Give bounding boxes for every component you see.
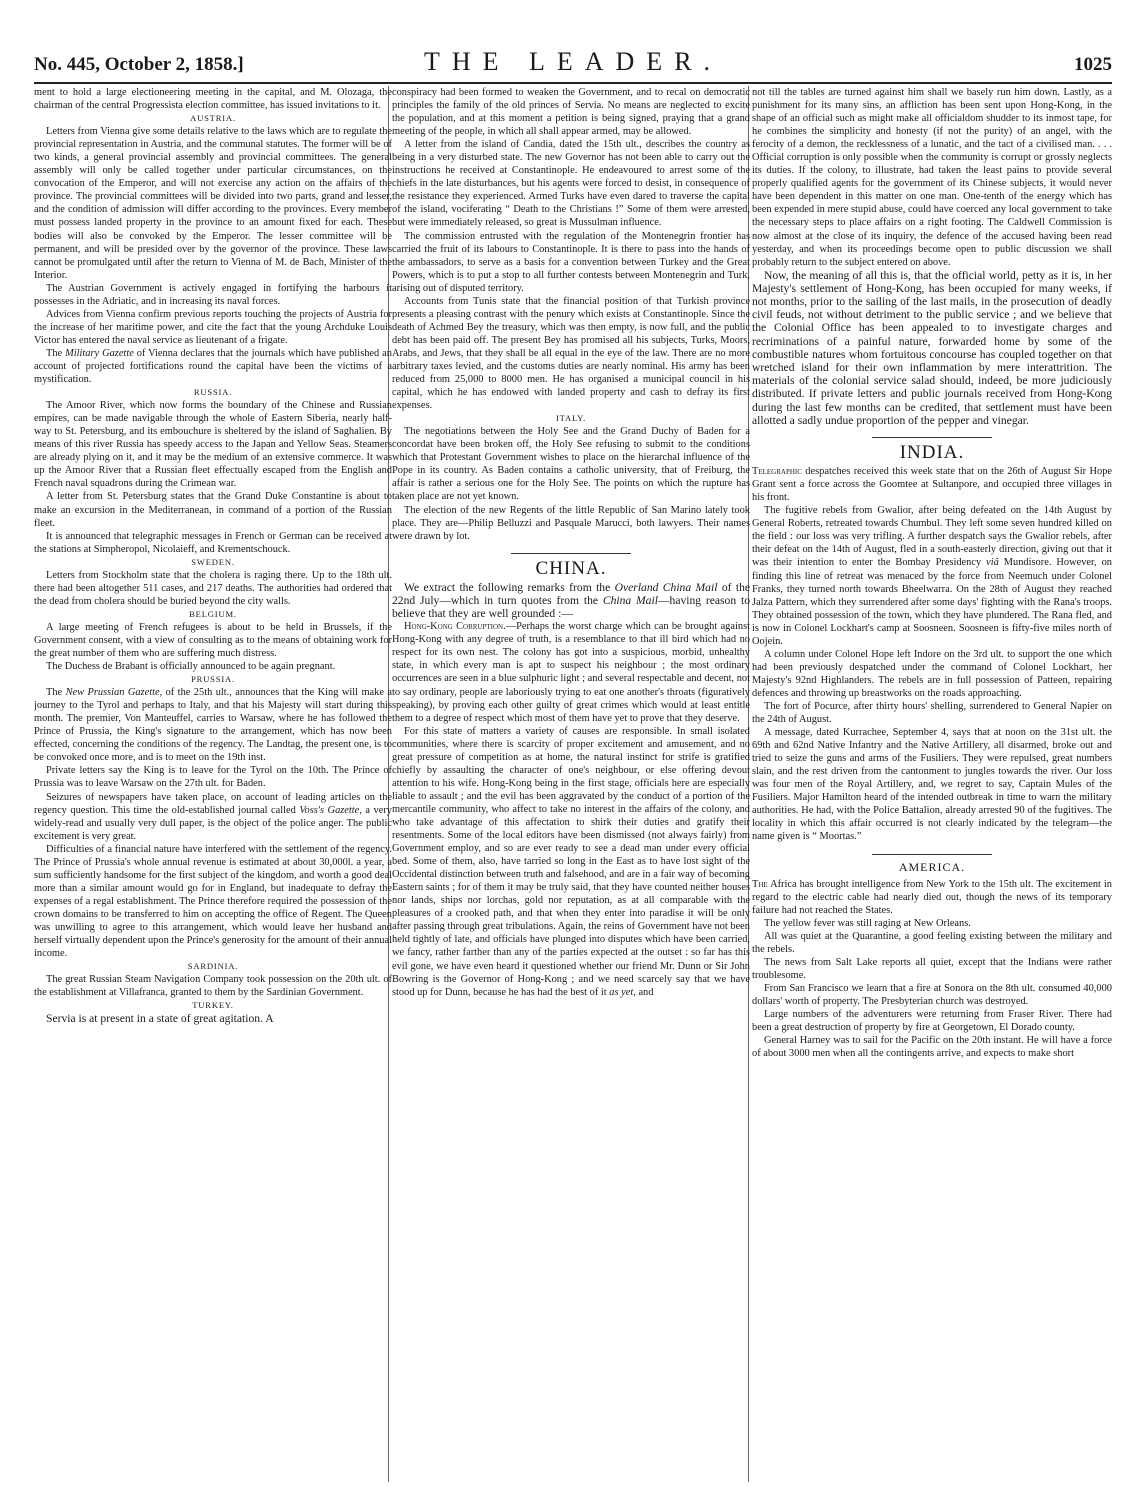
column-2	[392, 86, 750, 1484]
section-subhead: SWEDEN.	[191, 556, 235, 567]
paragraph: The fugitive rebels from Gwalior, after being defeated on the 14th August by General Roberts, retreated towards Chumbul. They left some seven hundred killed on the field : our loss was very trifling. A further despatch says the Gwalior rebels, after their defeat on the 14th of August, fled in a south-easterly direction, giving out that it was their intention to enter the Bombay Presidency viâ Mundisore. However, on finding this line of retreat was menaced by the force from Neemuch under Colonel Franks, they turned north towards Bheelwarra. On the 28th of August they reached Jalza Pattern, which they surrendered after some days' fighting with the Rana's troops. They obtained possession of the town, which they have plundered. The Rana fled, and is now in Colonel Lockhart's camp at Soosneen. Soosneen is fifty-five miles north of Oojein.	[752, 505, 1112, 647]
paragraph: General Harney was to sail for the Pacific on the 20th instant. He will have a force of about 3000 men when all the contingents arrive, and expects to make short	[752, 1035, 1112, 1060]
paragraph: not till the tables are turned against him shall we basely run him down. Lastly, as a punishment for its many sins, an affliction has been sent upon Hong-Kong, in the shape of an official such as might make all officialdom shudder to its inmost tape, for he combines the simplicity and honesty (if not the purity) of an angel, with the ferocity of a demon, the recklessness of a lunatic, and the tact of a civilised man. . . . Official corruption is only possible when the community is corrupt or grossly neglects its duties. If the colony, to illustrate, had taken the least pains to provide several properly qualified agents for the government of its Chinese subjects, it would never have been dependent in this matter on one man. One-tenth of the energy which has been expended in mere stupid abuse, could have coerced any local government to take the necessary steps to place affairs on a right footing. The Caldwell Commission is now almost at the close of its inquiry, the defence of the accused having been read yesterday, and when its proceedings become open to public discussion we shall probably return to the subject entered on above.	[752, 87, 1112, 268]
paragraph: The great Russian Steam Navigation Company took possession on the 20th ult. of the establishment at Villafranca, granted to them by the Sardinian Government.	[34, 974, 392, 999]
paragraph: conspiracy had been formed to weaken the Government, and to recal on democratic principles the family of the old princes of Servia. No means are neglected to excite the population, and at this moment a petition is being signed, praying that a grand meeting of the people, in which all shall appear armed, may be allowed.	[392, 87, 750, 138]
paragraph: The New Prussian Gazette, of the 25th ult., announces that the King will make a journey to the Tyrol and perhaps to Italy, and that his Majesty will start during this month. The premier, Von Manteuffel, carries to Warsaw, where he has followed the Prince of Prussia, the King's signature to the arrangement, which has now been effected, concerning the conditions of the regency. The Landtag, the present one, is to be convoked once more, and is to meet on the 19th inst.	[34, 687, 392, 764]
paragraph: From San Francisco we learn that a fire at Sonora on the 8th ult. consumed 40,000 dollars' worth of property. The Presbyterian church was destroyed.	[752, 982, 1112, 1007]
paragraph: A message, dated Kurrachee, September 4, says that at noon on the 31st ult. the 69th and 62nd Native Infantry and the Native Artillery, all disarmed, broke out and tried to seize the guns and arms of the Fusiliers. They were repulsed, great numbers slain, and the rest driven from the cantonment to jungles towards the river. Our loss was four men of the Royal Artillery, and, we regret to say, Captain Mules of the Fusiliers. Major Hamilton heard of the intended outbreak in time to warn the military authorities. He had, with the Police Battalion, already arrested 90 of the fugitives. The locality in which this affair occurred is not clearly indicated by the telegram—the name given is “ Moortas.”	[752, 727, 1112, 843]
paragraph: Accounts from Tunis state that the financial position of that Turkish province presents a pleasing contrast with the penury which exists at Constantinople. Since the death of Achmed Bey the treasury, which was then empty, is now full, and the public debt has been paid off. The present Bey has promised all his subjects, Turks, Moors, Arabs, and Jews, that they shall be all equal in the eye of the law. There are no more arbitrary taxes levied, and the customs duties are nearly nominal. His army has been reduced from 25,000 to 8000 men. He has organised a municipal council in his capital, which he has endowed with landed property and cash to defray its first expenses.	[392, 295, 750, 412]
section-heading: CHINA.	[535, 557, 607, 579]
section-rule	[872, 854, 992, 855]
paragraph: A column under Colonel Hope left Indore on the 3rd ult. to support the one which had been previously despatched under the command of Colonel Lockhart, her Majesty's 92nd Highlanders. The rebels are in full possession of Patteen, repairing defences and throwing up breastworks on the roads approaching.	[752, 648, 1112, 699]
section-subhead: AUSTRIA.	[190, 113, 236, 124]
paragraph: Difficulties of a financial nature have interfered with the settlement of the regency. The Prince of Prussia's whole annual revenue is estimated at about 30,000l. a year, a sum sufficiently handsome for the first subject of the kingdom, and worth a good deal more than a similar amount would go for in England, but inadequate to defray the expenses of a regal establishment. The Prince therefore required the possession of the crown domains to be transferred to him on accepting the office of Regent. The Queen was unwilling to agree to this arrangement, which would leave her husband and herself virtually dependent upon the Prince's generosity for the amount of their annual income.	[34, 843, 392, 960]
paragraph: It is announced that telegraphic messages in French or German can be received at the stations at Simpheropol, Nicolaieff, and Krementschouck.	[34, 530, 392, 555]
paragraph: Letters from Vienna give some details relative to the laws which are to regulate the provincial representation in Austria, and the communal statutes. The former will be of two kinds, a general provincial assembly and provincial committees. The general assembly will only be called together under particular circumstances, on the convocation of the Emperor, and will not exercise any action on the affairs of the province. The provincial committees will be divided into two parts, grand and lesser, and the condition of admission will differ according to the provinces. Every member must possess landed property in the province to an amount fixed for each. These bodies will also be convoked by the Emperor. The lesser committee will be permanent, and will be presided over by the governor of the province. These laws cannot be promulgated until after the return to Vienna of M. de Bach, Minister of the Interior.	[34, 126, 392, 281]
paragraph: The Military Gazette of Vienna declares that the journals which have published an account of projected fortifications round the capital have been the victims of a mystification.	[34, 347, 392, 386]
paragraph: We extract the following remarks from the Overland China Mail of the 22nd July—which in turn quotes from the China Mail—having reason to believe that they are well grounded :—	[392, 580, 750, 621]
paragraph: Telegraphic despatches received this week state that on the 26th of August Sir Hope Grant sent a force across the Goomtee at Sultanpore, and occupied three villages in his front.	[752, 466, 1112, 504]
section-rule	[872, 437, 992, 438]
paragraph: Large numbers of the adventurers were returning from Fraser River. There had been a great destruction of property by fire at Georgetown, El Dorado county.	[752, 1009, 1112, 1034]
masthead-rule	[34, 82, 1112, 84]
section-subhead: ITALY.	[555, 413, 587, 424]
paragraph: Seizures of newspapers have taken place, on account of leading articles on the regency question. This time the old-established journal called Voss's Gazette, a very widely-read and usually very dull paper, is the object of the police anger. The public excitement is very great.	[34, 791, 392, 842]
paragraph: The Amoor River, which now forms the boundary of the Chinese and Russian empires, can be made navigable through the whole of Eastern Siberia, nearly half-way to St. Petersburg, and its embouchure is sheltered by the island of Saghalien. By means of this river Russia has speedy access to the Japan and Yellow Seas. Steamers are already plying on it, and it may be the medium of an extensive commerce. It was up the Amoor River that a Russian fleet effectually escaped from the English and French naval squadrons during the Crimean war.	[34, 400, 392, 490]
masthead	[34, 48, 1112, 78]
column-1	[34, 86, 392, 1484]
paragraph: A letter from St. Petersburg states that the Grand Duke Constantine is about to make an excursion in the Mediterranean, in command of a portion of the Russian fleet.	[34, 491, 392, 529]
paragraph: Private letters say the King is to leave for the Tyrol on the 10th. The Prince of Prussia was to leave Warsaw on the 27th ult. for Baden.	[34, 765, 392, 790]
section-heading: INDIA.	[899, 442, 965, 464]
page-number: 1025	[1074, 54, 1112, 75]
section-subhead: BELGIUM.	[189, 608, 237, 619]
section-subhead: SARDINIA.	[187, 961, 239, 972]
paragraph: All was quiet at the Quarantine, a good feeling existing between the military and the rebels.	[752, 930, 1112, 955]
section-subhead: TURKEY.	[192, 1000, 234, 1011]
section-heading: AMERICA.	[898, 859, 966, 874]
paragraph: Advices from Vienna confirm previous reports touching the projects of Austria for the increase of her maritime power, and cite the fact that the young Archduke Louis Victor has entered the naval service as lieutenant of a frigate.	[34, 308, 392, 346]
paragraph: The commission entrusted with the regulation of the Montenegrin frontier has carried the fruit of its labours to Constantinople. It is there to pass into the hands of the ambassadors, to serve as a basis for a convention between Turkey and the Great Powers, which is to put a stop to all further contests between Montenegrin and Turk, arising out of disputed territory.	[392, 230, 750, 294]
paragraph: ment to hold a large electioneering meeting in the capital, and M. Olozaga, the chairman of the central Progressista election committee, has issued invitations to it.	[34, 87, 392, 112]
paragraph: The yellow fever was still raging at New Orleans.	[764, 917, 971, 929]
paragraph: The election of the new Regents of the little Republic of San Marino lately took place. They are—Philip Belluzzi and Pasquale Marucci, both lawyers. Their names were drawn by lot.	[392, 504, 750, 542]
paragraph: Letters from Stockholm state that the cholera is raging there. Up to the 18th ult. there had been altogether 511 cases, and 217 deaths. The authorities had ordered that the dead from cholera should be buried beyond the city walls.	[34, 569, 392, 607]
paragraph: A large meeting of French refugees is about to be held in Brussels, if the Government consent, with a view of consulting as to the means of obtaining work for the great number of them who are suffering much distress.	[34, 621, 392, 660]
paragraph: A letter from the island of Candia, dated the 15th ult., describes the country as being in a very disturbed state. The new Governor has not been able to carry out the instructions he received at Constantinople. He endeavoured to arrest some of the chiefs in the late disturbances, but his agents were forced to desist, in consequence of the resistance they experienced. Armed Turks have even dared to traverse the capital of the island, vociferating “ Death to the Christians !” Some of them were arrested, but were immediately released, so great is Mussulman influence.	[392, 139, 750, 229]
paragraph: The negotiations between the Holy See and the Grand Duchy of Baden for a concordat have been broken off, the Holy See refusing to submit to the conditions which that Protestant Government wishes to place on the hierarchal influence of the Pope in its country. As Baden contains a catholic university, that of Freiburg, the affair is rather a serious one for the Holy See. The points on which the rupture has taken place are not yet known.	[392, 426, 750, 503]
section-rule	[511, 553, 631, 554]
section-subhead: PRUSSIA.	[191, 674, 235, 685]
paragraph: The Austrian Government is actively engaged in fortifying the harbours it possesses in the Adriatic, and in increasing its naval forces.	[34, 282, 392, 307]
paragraph: The Duchess de Brabant is officially announced to be again pregnant.	[46, 661, 336, 673]
section-subhead: RUSSIA.	[193, 387, 233, 398]
column-3	[752, 86, 1112, 1484]
paragraph: Hong-Kong Corruption.—Perhaps the worst charge which can be brought against Hong-Kong with any degree of truth, is a resemblance to that ill bird which had no respect for its own nest. The colony has got into a suspicious, morbid, unhealthy state, in which every man is apt to suspect his neighbour ; the most ordinary occurrences are seen in a blue sulphuric light ; and several respectable and decent, not to say ordinary, people are laboriously trying to eat one another's throats (figuratively speaking), by proving each other guilty of great crimes which would at least entitle them to a degree of respect which most of them have yet to prove that they deserve.	[392, 621, 750, 724]
issue-line: No. 445, October 2, 1858.]	[34, 54, 244, 75]
paragraph: The Africa has brought intelligence from New York to the 15th ult. The excitement in regard to the electric cable had nearly died out, though the news of its temporary failure had not reached the States.	[752, 878, 1112, 916]
paragraph: Now, the meaning of all this is, that the official world, petty as it is, in her Majesty's settlement of Hong-Kong, has been occupied for many weeks, if not months, prior to the sailing of the last mails, in the prosecution of deadly civil feuds, not without detriment to the public service ; and we believe that the Colonial Office has been appealed to to investigate charges and recriminations of a painful nature, forwarded home by some of the combustible natures whom fortuitous concourse has coupled together on that wretched island for their own inflammation by mere interattrition. The materials of the colonial service salad should, indeed, be more judiciously distributed. If private letters and public journals received from Hong-Kong during the last few months can be credited, that settlement must have been allotted a sadly undue proportion of the pepper and vinegar.	[752, 268, 1112, 427]
paragraph: Servia is at present in a state of great agitation. A	[46, 1012, 274, 1026]
paragraph: The fort of Pocurce, after thirty hours' shelling, surrendered to General Napier on the 24th of August.	[752, 700, 1112, 726]
paragraph: The news from Salt Lake reports all quiet, except that the Indians were rather troublesome.	[752, 956, 1112, 981]
paragraph: For this state of matters a variety of causes are responsible. In small isolated communities, where there is scarcity of proper excitement and amusement, and no great pressure of competition as at home, the natural instinct for strife is gratified chiefly by assaulting the character of one's neighbour, or else offering devout attention to his wife. Hong-Kong being in the first stage, officials here are especially liable to assault ; and the evil has been aggravated by the conduct of a portion of the mercantile community, who affect to take no interest in the affairs of the colony, and who take advantage of this affectation to shirk their duties and gratify their resentments. Some of the local editors have been dismissed (not always fairly) from Government employ, and so are ever ready to see a dead man under every official bed. Some of them, also, have tarried so long in the East as to have lost sight of the Occidental distinction between truth and falsehood, and are in a fair way of becoming Eastern saints ; for of them it may be truly said, that they have counted neither houses nor lands, ships nor lorchas, gold nor reputation, as at all comparable with the pleasures of a crooked path, and that when they enter into paradise it will be only after passing through great tribulations. Again, the reins of Government have not been held tightly of late, and officials have plunged into disputes which have been carried, we fancy, rather farther than any of the parties expected at the outset : so far has this evil gone, we have even heard it questioned whether our friend Mr. Dunn or Sir John Bowring is the Governor of Hong-Kong ; and we need scarcely say that we have stood up for Dunn, because he has had the best of it as yet, and	[392, 725, 750, 998]
publication-title: THE LEADER.	[423, 47, 723, 76]
